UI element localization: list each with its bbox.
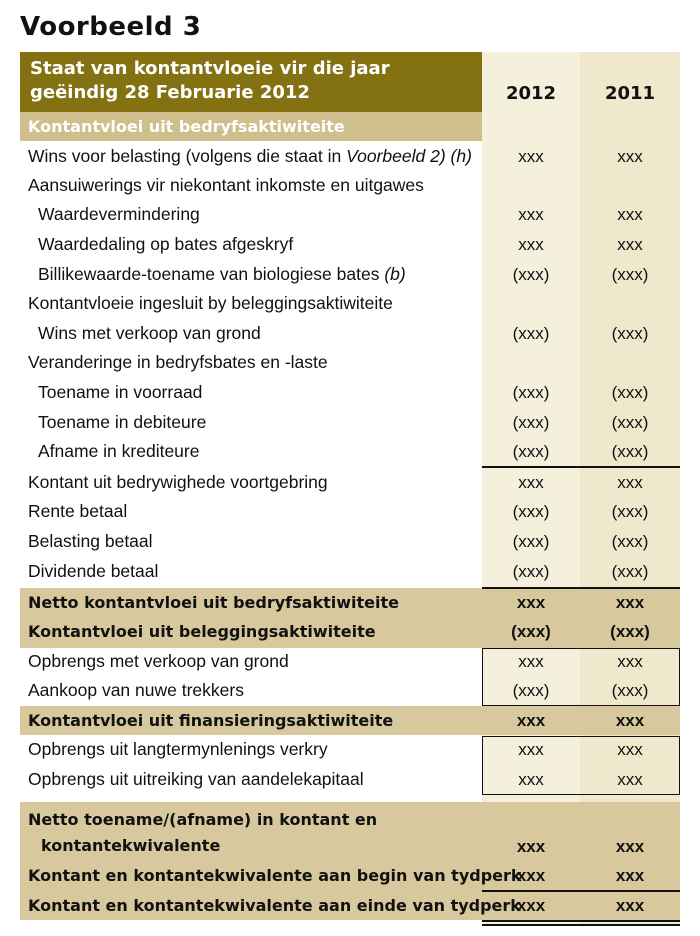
value-2011: xxx xyxy=(617,147,643,166)
value-2011: xxx xyxy=(617,770,643,789)
row-label: Waardedaling op bates afgeskryf xyxy=(38,234,294,254)
value-2012: xxx xyxy=(518,652,544,671)
value-2011: (xxx) xyxy=(611,562,649,581)
section-heading-label: Kontantvloei uit bedryfsaktiwiteite xyxy=(28,117,345,136)
row-label: Toename in voorraad xyxy=(38,382,203,402)
row-label: Belasting betaal xyxy=(28,531,153,551)
table-row xyxy=(20,348,680,377)
value-2011: (xxx) xyxy=(610,622,650,641)
table-row-total xyxy=(20,617,680,646)
value-2012: xxx xyxy=(518,205,544,224)
value-2011: xxx xyxy=(617,235,643,254)
row-label-continued: kontantekwivalente xyxy=(41,836,221,855)
row-label: Afname in krediteure xyxy=(38,441,200,461)
row-label: Aansuiwerings vir niekontant inkomste en uitgawes xyxy=(28,175,424,195)
value-2012: xxx xyxy=(516,896,546,915)
table-row xyxy=(20,437,680,466)
table-row xyxy=(20,319,680,348)
table-row xyxy=(20,557,680,586)
value-2011: xxx xyxy=(615,711,645,730)
row-label: Kontantvloei uit finansieringsaktiwiteite xyxy=(28,711,394,730)
value-2011: (xxx) xyxy=(611,681,649,700)
row-label: Kontantvloei uit beleggingsaktiwiteite xyxy=(28,622,376,641)
row-label: Kontant en kontantekwivalente aan begin van tydperk xyxy=(28,866,522,885)
value-2012: xxx xyxy=(516,711,546,730)
row-label: Opbrengs met verkoop van grond xyxy=(28,651,289,671)
table-row xyxy=(20,200,680,229)
row-label: Opbrengs uit langtermynlenings verkry xyxy=(28,739,328,759)
value-2011: (xxx) xyxy=(611,265,649,284)
table-row xyxy=(20,378,680,407)
value-2011: xxx xyxy=(617,740,643,759)
row-label: Aankoop van nuwe trekkers xyxy=(28,680,244,700)
table-row-opening-balance xyxy=(20,861,680,890)
row-label: Wins voor belasting (volgens die staat in xyxy=(28,146,347,166)
row-label: Waardevermindering xyxy=(38,204,200,224)
value-2012: (xxx) xyxy=(512,502,550,521)
value-2012: (xxx) xyxy=(511,622,551,641)
value-2011: xxx xyxy=(615,896,645,915)
value-2012: (xxx) xyxy=(512,681,550,700)
section-heading-operating xyxy=(20,112,680,141)
table-row-total xyxy=(20,706,680,735)
value-2012: (xxx) xyxy=(512,383,550,402)
table-row xyxy=(20,647,680,676)
row-label-reference: Voorbeeld 2 xyxy=(346,146,440,166)
row-label: Opbrengs uit uitreiking van aandelekapitaal xyxy=(28,769,364,789)
value-2011: (xxx) xyxy=(611,324,649,343)
value-2011: xxx xyxy=(615,837,645,856)
year-2012-heading: 2012 xyxy=(505,83,557,104)
page-title: Voorbeeld 3 xyxy=(20,12,202,42)
table-row xyxy=(20,260,680,289)
table-row xyxy=(20,765,680,794)
value-2011: (xxx) xyxy=(611,442,649,461)
statement-title-line1: Staat van kontantvloeie vir die jaar xyxy=(30,58,390,79)
row-label: Wins met verkoop van grond xyxy=(38,323,261,343)
row-label: Kontant uit bedrywighede voortgebring xyxy=(28,472,328,492)
table-row-closing-balance xyxy=(20,891,680,920)
table-row-net-change xyxy=(20,805,680,861)
row-label-note: (b) xyxy=(384,264,406,284)
table-row xyxy=(20,735,680,764)
row-label: Kontantvloeie ingesluit by beleggingsaktiwiteite xyxy=(28,293,393,313)
double-underline-bottom xyxy=(482,924,680,926)
value-2011: (xxx) xyxy=(611,383,649,402)
value-2012: xxx xyxy=(518,770,544,789)
value-2012: (xxx) xyxy=(512,532,550,551)
table-row xyxy=(20,527,680,556)
table-row xyxy=(20,171,680,200)
value-2012: (xxx) xyxy=(512,562,550,581)
double-underline-top xyxy=(482,920,680,922)
value-2012: xxx xyxy=(518,147,544,166)
value-2012: xxx xyxy=(518,740,544,759)
value-2012: xxx xyxy=(516,837,546,856)
value-2011: xxx xyxy=(617,205,643,224)
table-row xyxy=(20,289,680,318)
value-2012: xxx xyxy=(518,235,544,254)
statement-header xyxy=(20,52,482,112)
value-2011: (xxx) xyxy=(611,532,649,551)
table-row-total xyxy=(20,588,680,617)
value-2012: (xxx) xyxy=(512,324,550,343)
value-2012: (xxx) xyxy=(512,265,550,284)
table-row xyxy=(20,142,680,171)
value-2011: xxx xyxy=(617,473,643,492)
year-2011-heading: 2011 xyxy=(604,83,656,104)
row-label: Veranderinge in bedryfsbates en -laste xyxy=(28,352,328,372)
table-row xyxy=(20,408,680,437)
table-row xyxy=(20,676,680,705)
value-2012: (xxx) xyxy=(512,442,550,461)
table-row xyxy=(20,230,680,259)
row-label: Netto toename/(afname) in kontant en xyxy=(28,810,378,829)
value-2011: xxx xyxy=(615,593,645,612)
row-label: Netto kontantvloei uit bedryfsaktiwiteite xyxy=(28,593,399,612)
value-2012: xxx xyxy=(516,866,546,885)
row-label: Dividende betaal xyxy=(28,561,159,581)
value-2012: (xxx) xyxy=(512,413,550,432)
row-label: Kontant en kontantekwivalente aan einde van tydperk xyxy=(28,896,521,915)
value-2011: xxx xyxy=(617,652,643,671)
value-2011: (xxx) xyxy=(611,413,649,432)
statement-title-line2: geëindig 28 Februarie 2012 xyxy=(30,82,310,103)
value-2011: xxx xyxy=(615,866,645,885)
value-2012: xxx xyxy=(518,473,544,492)
row-label: Billikewaarde-toename van biologiese bates xyxy=(38,264,385,284)
table-row xyxy=(20,497,680,526)
row-label: Rente betaal xyxy=(28,501,128,521)
table-row xyxy=(20,468,680,497)
value-2012: xxx xyxy=(516,593,546,612)
row-label-note: ) (h) xyxy=(439,146,472,166)
value-2011: (xxx) xyxy=(611,502,649,521)
row-label: Toename in debiteure xyxy=(38,412,207,432)
